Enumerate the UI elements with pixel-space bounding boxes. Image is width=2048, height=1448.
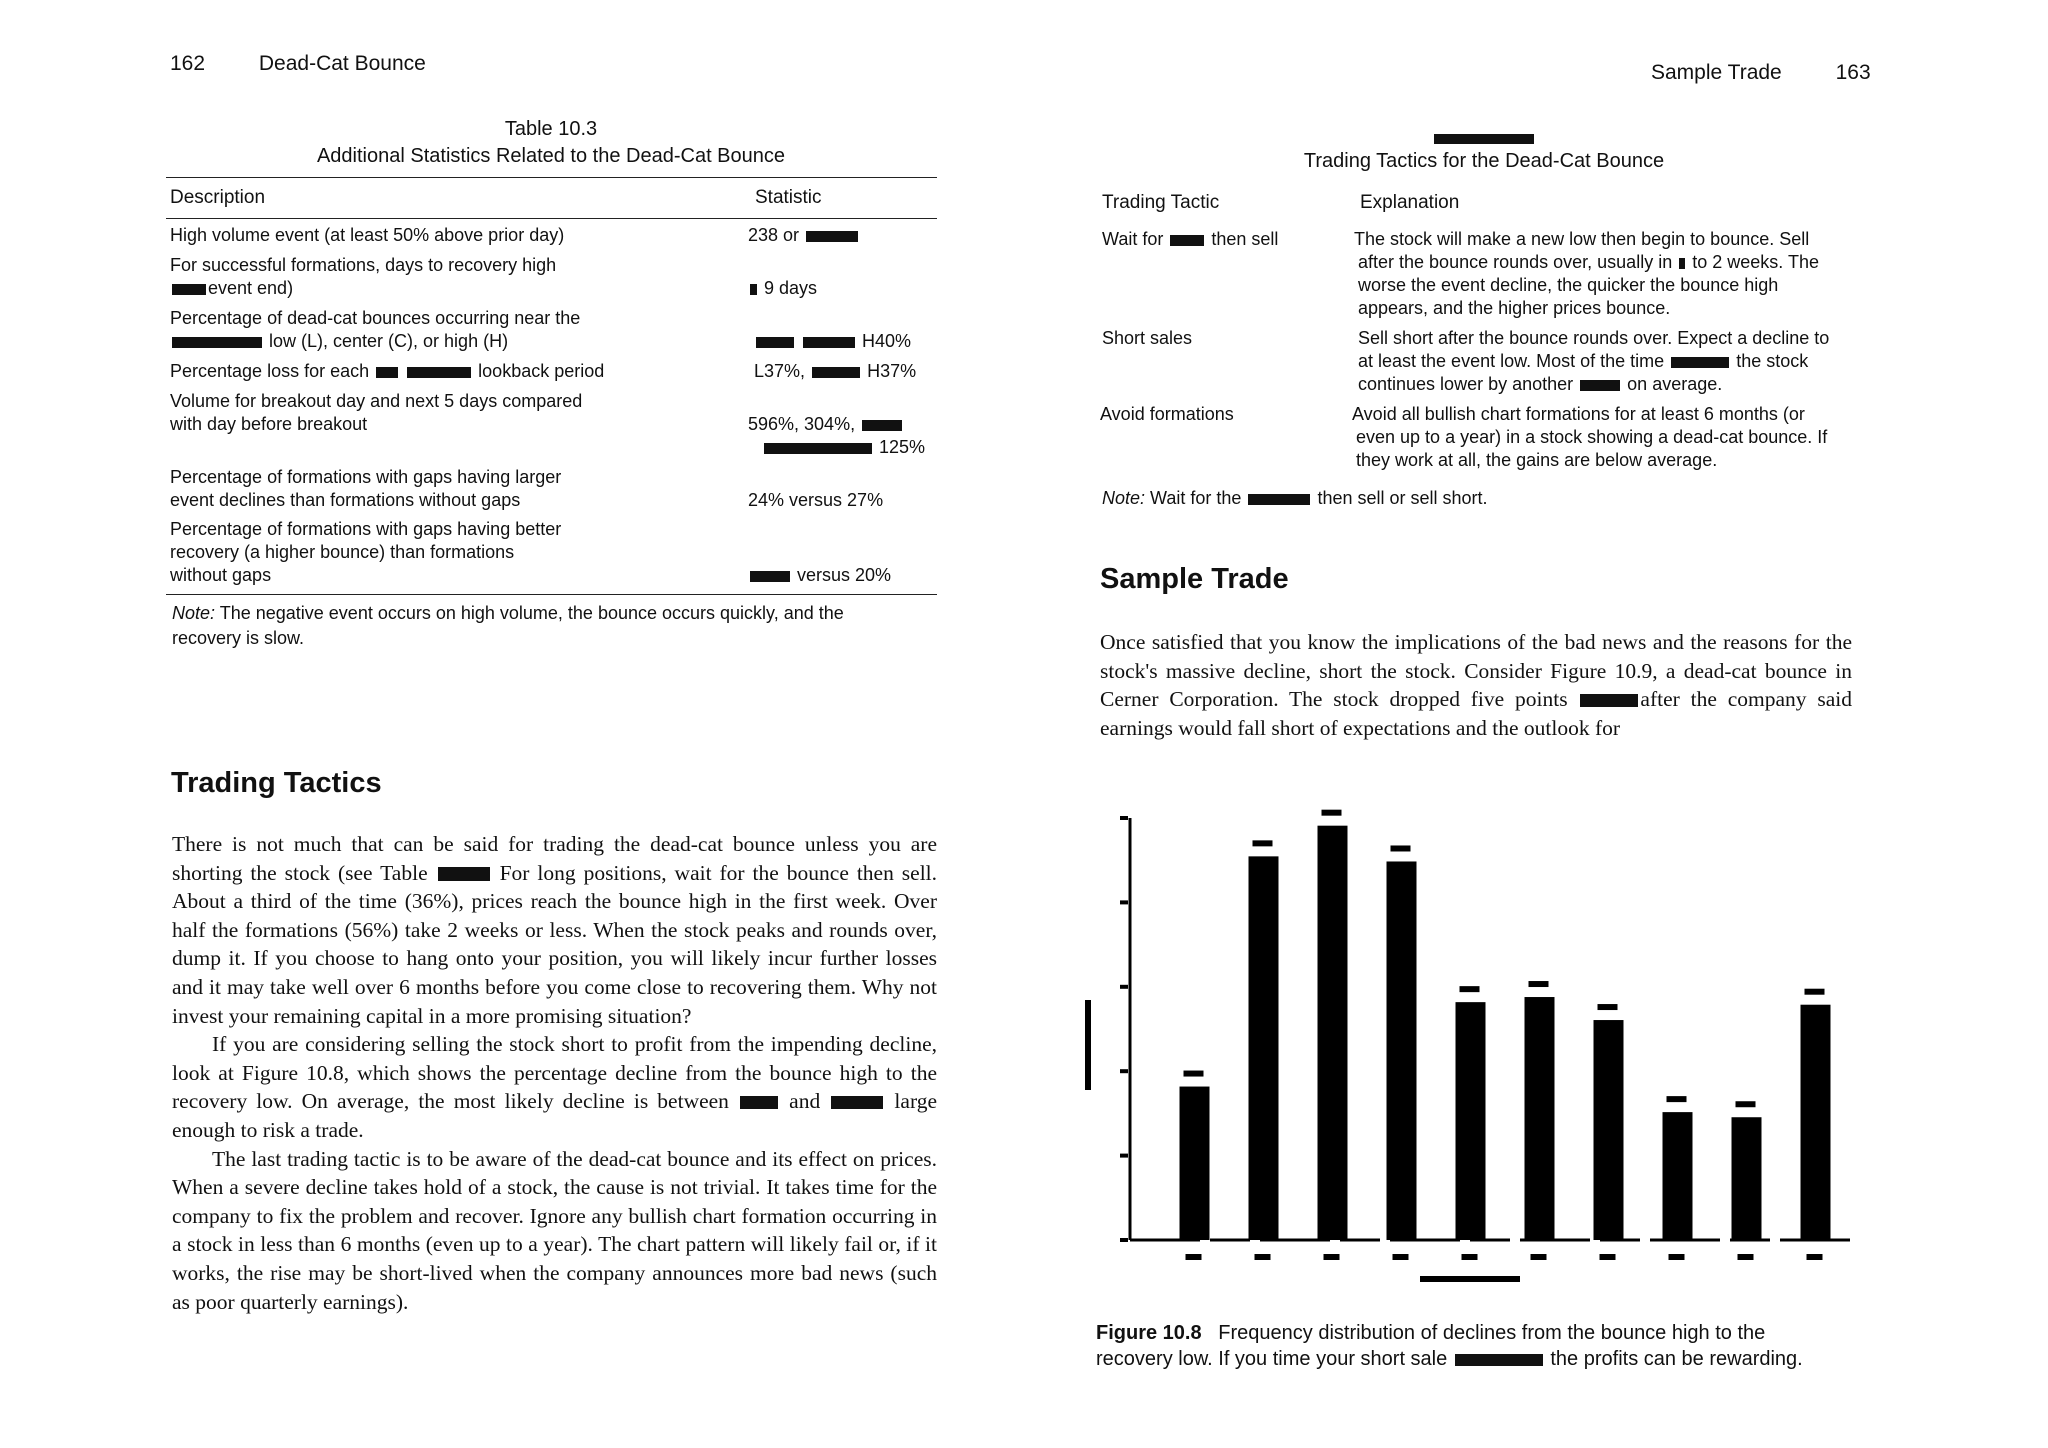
right-running-head — [1651, 61, 1871, 85]
illegible-mark — [1679, 258, 1685, 269]
chart-bar — [1180, 1087, 1210, 1240]
table-row — [170, 307, 580, 353]
y-tick — [1120, 1069, 1128, 1073]
table-row-stat — [754, 330, 911, 353]
illegible-mark — [172, 337, 262, 348]
bar-value-label-illegible — [1805, 989, 1825, 995]
bar-value-label-illegible — [1184, 1071, 1204, 1077]
trading-tactics-body — [172, 830, 937, 1316]
x-tick-label-illegible — [1255, 1254, 1271, 1260]
chart-bar — [1387, 861, 1417, 1240]
bar-chart — [1080, 800, 1880, 1300]
row-description: Percentage of dead-cat bounces occurring near the — [170, 308, 581, 328]
section-title-trading-tactics: Trading Tactics — [171, 767, 382, 799]
y-tick — [1120, 900, 1128, 904]
table-row — [170, 466, 561, 512]
table-row — [170, 224, 564, 247]
table-row-stat-cont — [762, 436, 925, 459]
x-tick-label-illegible — [1669, 1254, 1685, 1260]
row-description: Percentage of formations with gaps having better — [170, 519, 562, 539]
illegible-mark — [1580, 694, 1638, 707]
row-description: Volume for breakout day and next 5 days compared — [170, 391, 583, 411]
paragraph: The last trading tactic is to be aware of the dead-cat bounce and its effect on prices. When a severe decline takes hold of a stock, the cause is not trivial. It takes time for the company to fix the problem and recover. Ignore any bullish chart formation occurring in a stock in less than 6 months (even up to a year). The chart pattern will likely fail or, if it works, the rise may be short-lived when the company announces more bad news (such as poor quarterly earnings). — [172, 1146, 937, 1314]
table-col-tactic: Trading Tactic — [1102, 192, 1220, 213]
tactics-table-title: Trading Tactics for the Dead-Cat Bounce — [1303, 150, 1665, 172]
table-bottom-rule — [166, 594, 937, 595]
row-statistic: 9 days — [764, 278, 818, 298]
section-title-sample-trade: Sample Trade — [1100, 563, 1289, 595]
sample-trade-body — [1100, 628, 1852, 742]
row-statistic: H40% — [862, 331, 912, 351]
tactics-note: Note: Wait for the then sell or sell short. — [1102, 488, 1488, 508]
row-description: For successful formations, days to recovery high — [170, 255, 557, 275]
table-row-stat — [748, 224, 860, 247]
tactic-label: Wait for — [1102, 229, 1164, 249]
illegible-mark — [750, 571, 790, 582]
table-col-description: Description — [170, 187, 266, 208]
note-text: The negative event occurs on high volume, the bounce occurs quickly, and the — [219, 603, 844, 623]
chart-bar — [1318, 826, 1348, 1240]
paragraph: Once satisfied that you know the implications of the bad news and the reasons for the stock's massive decline, short the stock. Consider Figure 10.9, a dead-cat bounce in Cerner Corporation. The stock dropped five points after the company said earnings would fall short of expectations and the outlook for — [1100, 630, 1852, 740]
row-description: Percentage loss for each — [170, 361, 370, 381]
chart-bar — [1249, 856, 1279, 1240]
bar-value-label-illegible — [1667, 1096, 1687, 1102]
chart-bar — [1732, 1117, 1762, 1240]
x-tick-label-illegible — [1393, 1254, 1409, 1260]
left-page-number: 162 — [170, 52, 206, 75]
figure-10-8-chart — [1080, 800, 1880, 1300]
paragraph: If you are considering selling the stock short to profit from the impending decline, look at Figure 10.8, which shows the percentage decline from the bounce high to the recovery low. On average, the most likely decline is between and large enough to risk a trade. — [172, 1032, 938, 1142]
illegible-mark — [1671, 357, 1729, 368]
chart-bar — [1525, 997, 1555, 1240]
row-statistic: 596%, 304%, — [748, 414, 856, 434]
chart-bar — [1801, 1005, 1831, 1240]
table-row-stat — [748, 564, 891, 587]
figure-10-8-caption: Figure 10.8 Frequency distribution of declines from the bounce high to the recovery low. If you time your short sale the profits can be rewarding. — [1096, 1322, 1803, 1370]
illegible-mark — [172, 284, 206, 295]
row-description-cont: low (L), center (C), or high (H) — [269, 331, 509, 351]
table-top-rule — [166, 177, 937, 178]
table-row — [170, 390, 582, 436]
illegible-mark — [812, 367, 860, 378]
left-running-head — [170, 52, 426, 76]
illegible-mark — [1434, 134, 1534, 144]
row-statistic-cont: H37% — [867, 361, 917, 381]
tactic-label-cont: then sell — [1211, 229, 1279, 249]
illegible-table-label — [1432, 130, 1542, 142]
table-10-3-caption — [166, 116, 936, 170]
y-axis-title-illegible — [1085, 1000, 1091, 1090]
row-description: Percentage of formations with gaps having larger — [170, 467, 562, 487]
x-tick-label-illegible — [1738, 1254, 1754, 1260]
left-running-title: Dead-Cat Bounce — [258, 52, 426, 75]
table-row — [1102, 228, 1278, 251]
bar-value-label-illegible — [1460, 986, 1480, 992]
bar-value-label-illegible — [1598, 1004, 1618, 1010]
bar-value-label-illegible — [1322, 810, 1342, 816]
tactic-explanation: Avoid all bullish chart formations for at least 6 months (or even up to a year) in a stock showing a dead-cat bounce. If they work at all, the gains are below average. — [1352, 404, 1828, 470]
table-row — [170, 360, 604, 383]
x-axis-title-illegible — [1420, 1276, 1520, 1282]
table-row-stat: 24% versus 27% — [748, 490, 884, 510]
y-tick — [1120, 985, 1128, 989]
x-tick-label-illegible — [1807, 1254, 1823, 1260]
chart-bar — [1594, 1020, 1624, 1240]
row-description-cont: event end) — [208, 278, 294, 298]
illegible-mark — [764, 443, 872, 454]
table-row-stat — [748, 277, 817, 300]
illegible-mark — [756, 337, 794, 348]
table-row: Short sales — [1102, 328, 1193, 348]
y-tick — [1120, 1154, 1128, 1158]
row-statistic: 238 or — [748, 225, 800, 245]
paragraph: There is not much that can be said for trading the dead-cat bounce unless you are shorting the stock (see Table For long positions, wait for the bounce then sell. About a third of the time (36%), prices reach the bounce high in the first week. Over half the formations (56%) take 2 weeks or less. When the stock peaks and rounds over, dump it. If you choose to hang onto your position, you will likely incur further losses and it may take well over 6 months before you come close to recovering them. Why not invest your remaining capital in a more promising situation? — [172, 832, 938, 1028]
table-row — [170, 254, 556, 300]
bar-value-label-illegible — [1253, 840, 1273, 846]
illegible-mark — [750, 284, 757, 295]
table-row: Avoid formations — [1100, 404, 1234, 424]
table-col-statistic: Statistic — [755, 187, 822, 208]
x-tick-label-illegible — [1324, 1254, 1340, 1260]
illegible-mark — [1455, 1354, 1543, 1366]
bar-value-label-illegible — [1529, 981, 1549, 987]
bar-value-label-illegible — [1391, 845, 1411, 851]
illegible-mark — [376, 367, 398, 378]
table-note — [172, 601, 932, 651]
illegible-mark — [407, 367, 471, 378]
illegible-mark — [1248, 494, 1310, 505]
illegible-mark — [1170, 235, 1204, 246]
illegible-mark — [806, 231, 858, 242]
tactic-explanation: Sell short after the bounce rounds over. Expect a decline to at least the event low. Most of the time the stock continues lower by another on average. — [1358, 328, 1830, 394]
row-description: High volume event (at least 50% above prior day) — [170, 225, 565, 245]
table-row-stat — [754, 360, 916, 383]
row-description-cont: without gaps — [170, 565, 272, 585]
table-col-explanation: Explanation — [1360, 192, 1460, 213]
table-row-stat — [748, 413, 904, 436]
table-header-rule — [166, 218, 937, 219]
x-tick-label-illegible — [1531, 1254, 1547, 1260]
illegible-mark — [740, 1096, 778, 1109]
x-tick-label-illegible — [1186, 1254, 1202, 1260]
illegible-mark — [438, 867, 490, 880]
tactic-explanation: The stock will make a new low then begin to bounce. Sell after the bounce rounds over, usually in to 2 weeks. The worse the event decline, the quicker the bounce high appears, and the higher prices bounce. — [1354, 229, 1819, 318]
table-label: Table 10.3 — [504, 118, 598, 140]
chart-bar — [1456, 1002, 1486, 1240]
row-description-cont: lookback period — [478, 361, 605, 381]
row-statistic: versus 20% — [797, 565, 892, 585]
illegible-mark — [1580, 380, 1620, 391]
figure-label: Figure 10.8 — [1096, 1322, 1202, 1344]
table-title: Additional Statistics Related to the Dead-Cat Bounce — [316, 145, 786, 167]
illegible-mark — [862, 420, 902, 431]
row-description-cont: event declines than formations without gaps — [170, 490, 521, 510]
chart-bar — [1663, 1112, 1693, 1240]
row-description-cont: recovery (a higher bounce) than formations — [170, 542, 515, 562]
row-description-cont: with day before breakout — [170, 414, 368, 434]
y-tick — [1120, 816, 1128, 820]
note-text-cont: recovery is slow. — [172, 628, 305, 648]
bar-value-label-illegible — [1736, 1101, 1756, 1107]
right-page-number: 163 — [1835, 61, 1871, 84]
note-label: Note: — [1102, 488, 1146, 508]
y-tick — [1120, 1238, 1128, 1242]
note-label: Note: — [172, 603, 216, 623]
x-tick-label-illegible — [1600, 1254, 1616, 1260]
x-tick-label-illegible — [1462, 1254, 1478, 1260]
row-statistic-cont: 125% — [879, 437, 926, 457]
illegible-mark — [803, 337, 855, 348]
right-running-title: Sample Trade — [1651, 61, 1782, 84]
table-row — [170, 518, 561, 587]
row-statistic: L37%, — [754, 361, 806, 381]
illegible-mark — [831, 1096, 883, 1109]
